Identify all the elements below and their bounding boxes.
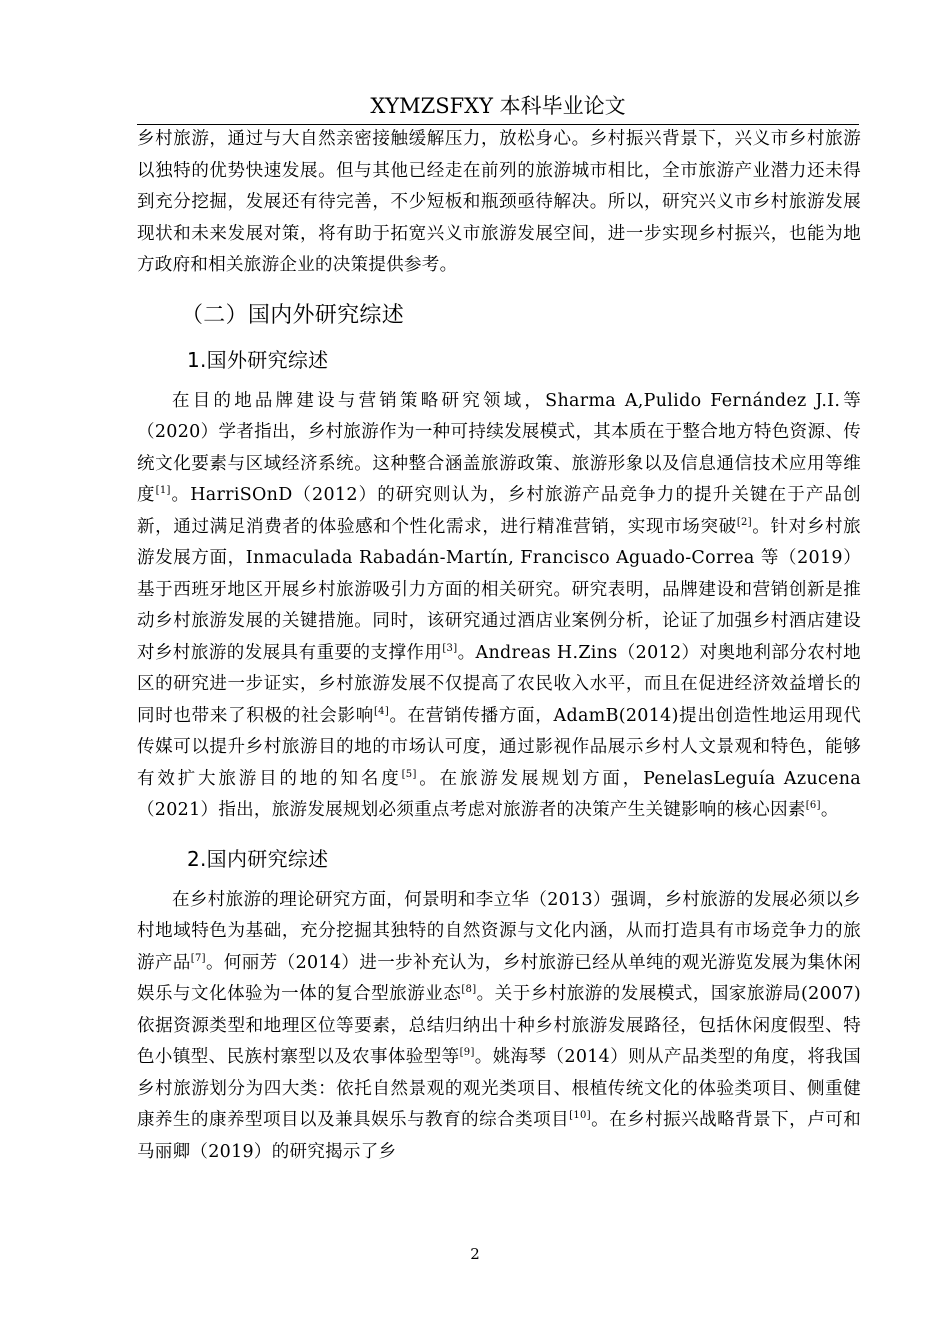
citation-ref: [9]: [459, 1047, 475, 1058]
text-run: 。HarriSOnD（2012）的研究则认为，乡村旅游产品竞争力的提升关键在于产品创新，通过满足消费者的体验感和个性化需求，进行精准营销，实现市场突破: [137, 485, 861, 537]
page-number: 2: [470, 1245, 480, 1263]
text-run: 。关于乡村旅游的发展模式，国家旅游局(2007)依据资源类型和地理区位等要素，总结归纳出十种乡村旅游发展路径，包括休闲度假型、特色小镇型、民族村寨型以及农事体验型等: [137, 984, 861, 1067]
citation-ref: [10]: [569, 1110, 591, 1121]
text-run: 。姚海琴（2014）则从产品类型的角度，将我国乡村旅游划分为四大类：依托自然景观的观光类项目、根植传统文化的体验类项目、侧重健康养生的康养型项目以及兼具娱乐与教育的综合类项目: [137, 1047, 862, 1130]
text-run: 。: [820, 800, 839, 820]
paragraph-domestic-research: [137, 885, 861, 1169]
citation-ref: [1]: [155, 485, 171, 496]
text-run: 。针对乡村旅游发展方面，Inmaculada Rabadán-Martín, Francisco Aguado-Correa 等（2019）基于西班牙地区开展乡村旅游吸引力方面的相关研究。研究表明，品牌建设和营销创新是推动乡村旅游发展的关键措施。同时，该研究通过酒店业案例分析，论证了加强乡村酒店建设对乡村旅游的发展具有重要的支撑作用: [137, 516, 861, 663]
citation-ref: [4]: [373, 705, 390, 717]
citation-ref: [2]: [736, 516, 752, 528]
subsection-heading-foreign: 1.国外研究综述: [187, 347, 329, 372]
text-run: 。何丽芳（2014）进一步补充认为，乡村旅游已经从单纯的观光游览发展为集休闲娱乐与文化体验为一体的复合型旅游业态: [137, 952, 861, 1004]
citation-ref: [8]: [461, 984, 477, 995]
text-run: 。在乡村振兴战略背景下，卢可和马丽卿（2019）的研究揭示了乡: [137, 1110, 862, 1162]
text-run: 在目的地品牌建设与营销策略研究领域，Sharma A,Pulido Fernández J.I.等（2020）学者指出，乡村旅游作为一种可持续发展模式，其本质在于整合地方特色资源、传统文化要素与区域经济系统。这种整合涵盖旅游政策、旅游形象以及信息通信技术应用等维度: [137, 390, 861, 505]
paragraph-intro-continued: 乡村旅游，通过与大自然亲密接触缓解压力，放松身心。乡村振兴背景下，兴义市乡村旅游以独特的优势快速发展。但与其他已经走在前列的旅游城市相比，全市旅游产业潜力还未得到充分挖掘，发展还有待完善，不少短板和瓶颈亟待解决。所以，研究兴义市乡村旅游发展现状和未来发展对策，将有助于拓宽兴义市旅游发展空间，进一步实现乡村振兴，也能为地方政府和相关旅游企业的决策提供参考。: [137, 129, 861, 275]
section-heading-research-review: （二）国内外研究综述: [181, 302, 405, 328]
citation-ref: [5]: [401, 768, 417, 780]
body-content: [137, 124, 861, 1168]
paragraph-foreign-research: [137, 386, 861, 827]
text-run: 。在营销传播方面，AdamB(2014)提出创造性地运用现代传媒可以提升乡村旅游目的地的市场认可度，通过影视作品展示乡村人文景观和特色，能够有效扩大旅游目的地的知名度: [137, 705, 861, 789]
citation-ref: [7]: [190, 952, 206, 964]
citation-ref: [6]: [805, 800, 821, 811]
text-run: 。在旅游发展规划方面，PenelasLeguía Azucena（2021）指出，旅游发展规划必须重点考虑对旅游者的决策产生关键影响的核心因素: [137, 768, 861, 820]
page-header: XYMZSFXY 本科毕业论文: [137, 88, 859, 125]
citation-ref: [3]: [442, 642, 458, 654]
text-run: 在乡村旅游的理论研究方面，何景明和李立华（2013）强调，乡村旅游的发展必须以乡村地域特色为基础，充分挖掘其独特的自然资源与文化内涵，从而打造具有市场竞争力的旅游产品: [137, 889, 861, 973]
subsection-heading-domestic: 2.国内研究综述: [187, 846, 329, 871]
text-run: 。Andreas H.Zins（2012）对奥地利部分农村地区的研究进一步证实，乡村旅游发展不仅提高了农民收入水平，而且在促进经济效益增长的同时也带来了积极的社会影响: [137, 642, 861, 726]
